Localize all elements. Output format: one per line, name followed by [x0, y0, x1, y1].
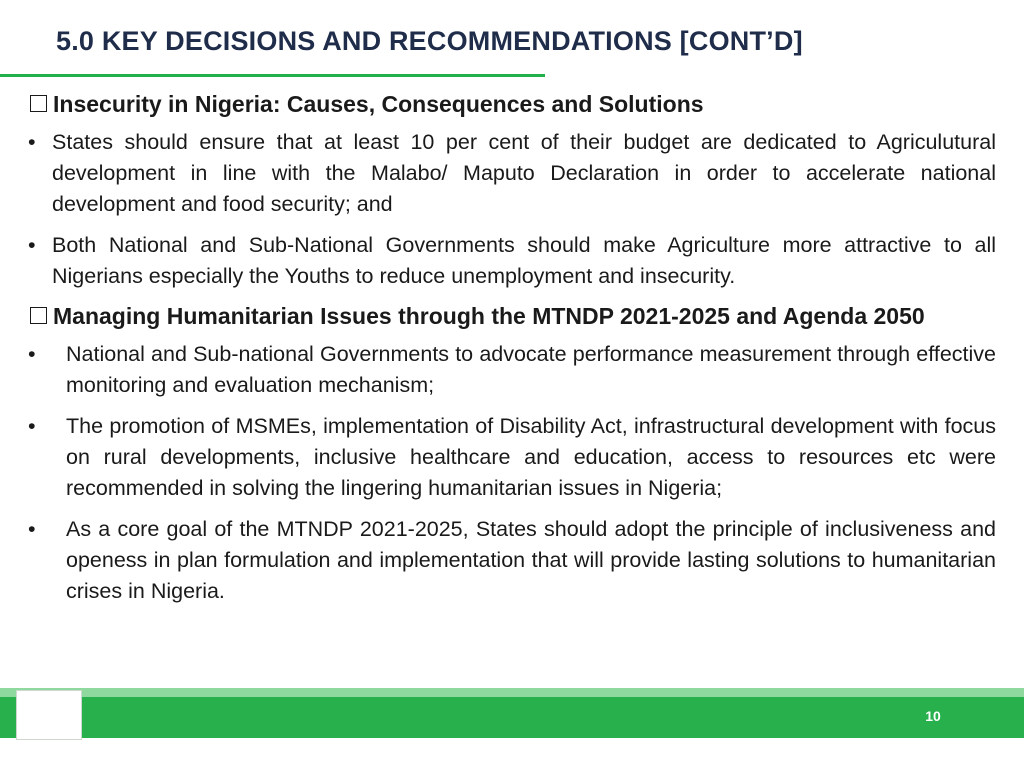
- bullet-dot-icon: •: [28, 342, 36, 366]
- checkbox-bullet-icon: [30, 95, 47, 112]
- bullet-dot-icon: •: [28, 233, 36, 257]
- section-heading-text: Insecurity in Nigeria: Causes, Consequences and Solutions: [53, 91, 704, 117]
- list-item: [28, 411, 996, 504]
- list-item-text: National and Sub-national Governments to advocate performance measurement through effective monitoring and evaluation mechanism;: [66, 342, 996, 397]
- list-item-text: As a core goal of the MTNDP 2021-2025, States should adopt the principle of inclusiveness and openess in plan formulation and implementation that will provide lasting solutions to humanitarian crises in Nigeria.: [66, 517, 996, 603]
- list-item: [28, 127, 996, 220]
- list-item: [28, 514, 996, 607]
- list-item: [28, 230, 996, 292]
- slide-title: 5.0 KEY DECISIONS AND RECOMMENDATIONS [CONT’D]: [56, 26, 803, 56]
- list-item-text: The promotion of MSMEs, implementation of Disability Act, infrastructural development with focus on rural developments, inclusive healthcare and education, access to resources etc were recommended in solving the lingering humanitarian issues in Nigeria;: [66, 414, 996, 500]
- section-heading: [28, 88, 996, 121]
- bullet-dot-icon: •: [28, 130, 36, 154]
- title-underline: [0, 74, 545, 77]
- footer-band: [0, 688, 1024, 738]
- slide-content: [28, 88, 996, 607]
- bullet-dot-icon: •: [28, 517, 36, 541]
- footer-highlight: [0, 688, 1024, 697]
- section-heading-text: Managing Humanitarian Issues through the MTNDP 2021-2025 and Agenda 2050: [53, 303, 925, 329]
- checkbox-bullet-icon: [30, 307, 47, 324]
- page-number: 10: [925, 708, 941, 724]
- list-item-text: Both National and Sub-National Governments should make Agriculture more attractive to all Nigerians especially the Youths to reduce unemployment and insecurity.: [52, 233, 996, 288]
- logo-placeholder: [16, 690, 82, 740]
- bullet-dot-icon: •: [28, 414, 36, 438]
- list-item: [28, 339, 996, 401]
- list-item-text: States should ensure that at least 10 per cent of their budget are dedicated to Agriculutural development in line with the Malabo/ Maputo Declaration in order to accelerate national development and food security; and: [52, 130, 996, 216]
- section-heading: [28, 300, 996, 333]
